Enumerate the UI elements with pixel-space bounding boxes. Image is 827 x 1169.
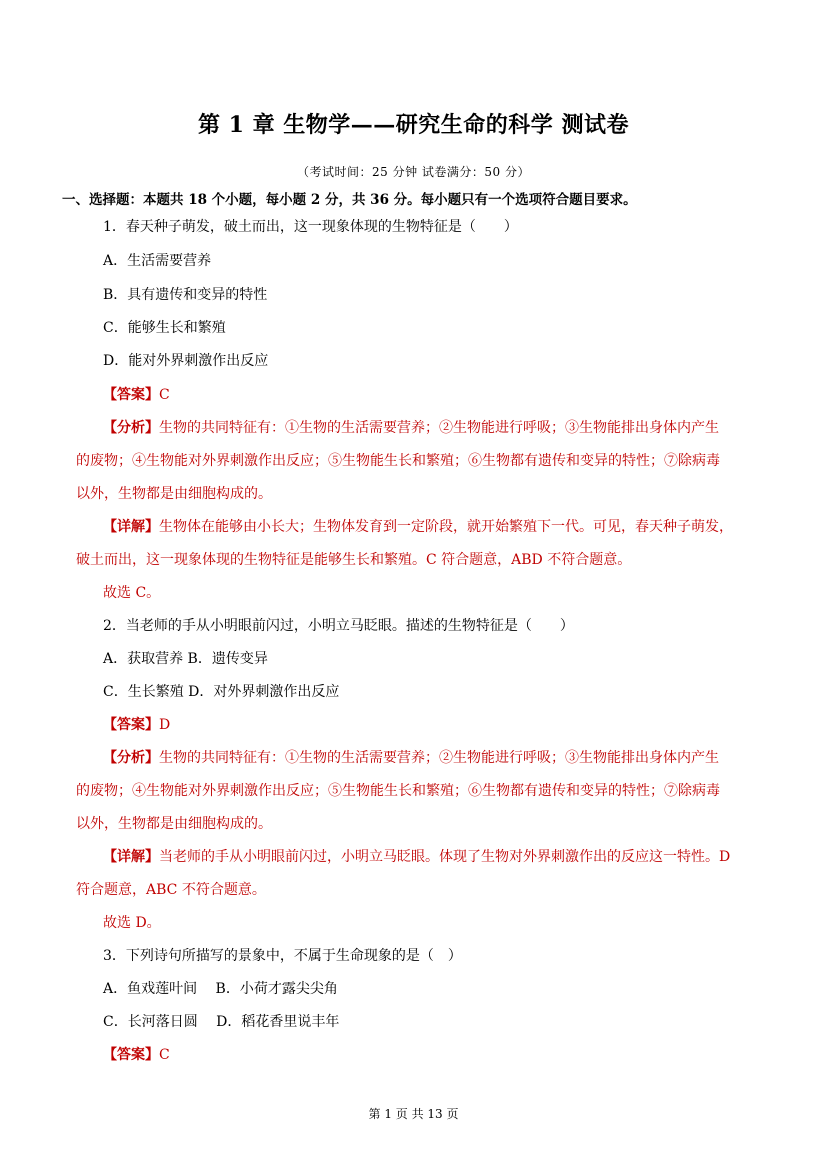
answer-label: 【答案】	[103, 1047, 159, 1063]
q1-detail-line-2: 破土而出，这一现象体现的生物特征是能够生长和繁殖。C 符合题意，ABD 不符合题意。	[76, 552, 632, 568]
section-heading: 一、选择题：本题共 18 个小题，每小题 2 分，共 36 分。每小题只有一个选项符合题目要求。	[62, 192, 637, 208]
q1-analysis-line-1	[103, 417, 719, 437]
q1-detail-line-1	[103, 516, 733, 536]
q1-analysis-line-2: 的废物；④生物能对外界刺激作出反应；⑤生物能生长和繁殖；⑥生物都有遗传和变异的特性；⑦除病毒	[76, 453, 720, 469]
q2-stem: 2．当老师的手从小明眼前闪过，小明立马眨眼。描述的生物特征是（ ）	[103, 618, 574, 634]
q1-option-d: D．能对外界刺激作出反应	[103, 353, 269, 369]
detail-label: 【详解】	[103, 519, 159, 535]
q2-analysis-line-1	[103, 747, 719, 767]
q1-analysis-text-1: 生物的共同特征有：①生物的生活需要营养；②生物能进行呼吸；③生物能排出身体内产生	[159, 420, 719, 436]
analysis-label: 【分析】	[103, 750, 159, 766]
q1-option-b: B．具有遗传和变异的特性	[103, 287, 268, 303]
page-footer: 第 1 页 共 13 页	[368, 1107, 459, 1121]
q2-detail-line-1	[103, 846, 730, 866]
q2-answer-value: D	[159, 717, 171, 733]
analysis-label: 【分析】	[103, 420, 159, 436]
q3-options-line-1: A．鱼戏莲叶间 B．小荷才露尖尖角	[103, 981, 338, 997]
q2-analysis-line-3: 以外，生物都是由细胞构成的。	[76, 816, 272, 832]
q2-options-line-1: A．获取营养 B．遗传变异	[103, 651, 268, 667]
q2-analysis-line-2: 的废物；④生物能对外界刺激作出反应；⑤生物能生长和繁殖；⑥生物都有遗传和变异的特性；⑦除病毒	[76, 783, 720, 799]
q2-options-line-2: C．生长繁殖 D．对外界刺激作出反应	[103, 684, 340, 700]
q3-answer-value: C	[159, 1047, 170, 1063]
q2-answer	[103, 714, 170, 734]
answer-label: 【答案】	[103, 387, 159, 403]
q1-conclusion: 故选 C。	[103, 585, 161, 601]
q3-stem: 3．下列诗句所描写的景象中，不属于生命现象的是（ ）	[103, 948, 462, 964]
q3-answer	[103, 1044, 170, 1064]
q2-detail-line-2: 符合题意，ABC 不符合题意。	[76, 882, 266, 898]
q2-conclusion: 故选 D。	[103, 915, 161, 931]
q1-answer	[103, 384, 170, 404]
q1-analysis-line-3: 以外，生物都是由细胞构成的。	[76, 486, 272, 502]
q1-answer-value: C	[159, 387, 170, 403]
answer-label: 【答案】	[103, 717, 159, 733]
q2-detail-text-1: 当老师的手从小明眼前闪过，小明立马眨眼。体现了生物对外界刺激作出的反应这一特性。D	[159, 849, 731, 865]
q1-stem: 1．春天种子萌发，破土而出，这一现象体现的生物特征是（ ）	[103, 219, 518, 235]
page-title: 第 1 章 生物学——研究生命的科学 测试卷	[198, 112, 629, 138]
q2-analysis-text-1: 生物的共同特征有：①生物的生活需要营养；②生物能进行呼吸；③生物能排出身体内产生	[159, 750, 719, 766]
detail-label: 【详解】	[103, 849, 159, 865]
exam-info: （考试时间：25 分钟 试卷满分：50 分）	[297, 165, 530, 179]
q1-option-c: C．能够生长和繁殖	[103, 320, 226, 336]
q1-option-a: A．生活需要营养	[103, 253, 212, 269]
q1-detail-text-1: 生物体在能够由小长大；生物体发育到一定阶段，就开始繁殖下一代。可见，春天种子萌发，	[159, 519, 733, 535]
q3-options-line-2: C．长河落日圆 D．稻花香里说丰年	[103, 1014, 340, 1030]
